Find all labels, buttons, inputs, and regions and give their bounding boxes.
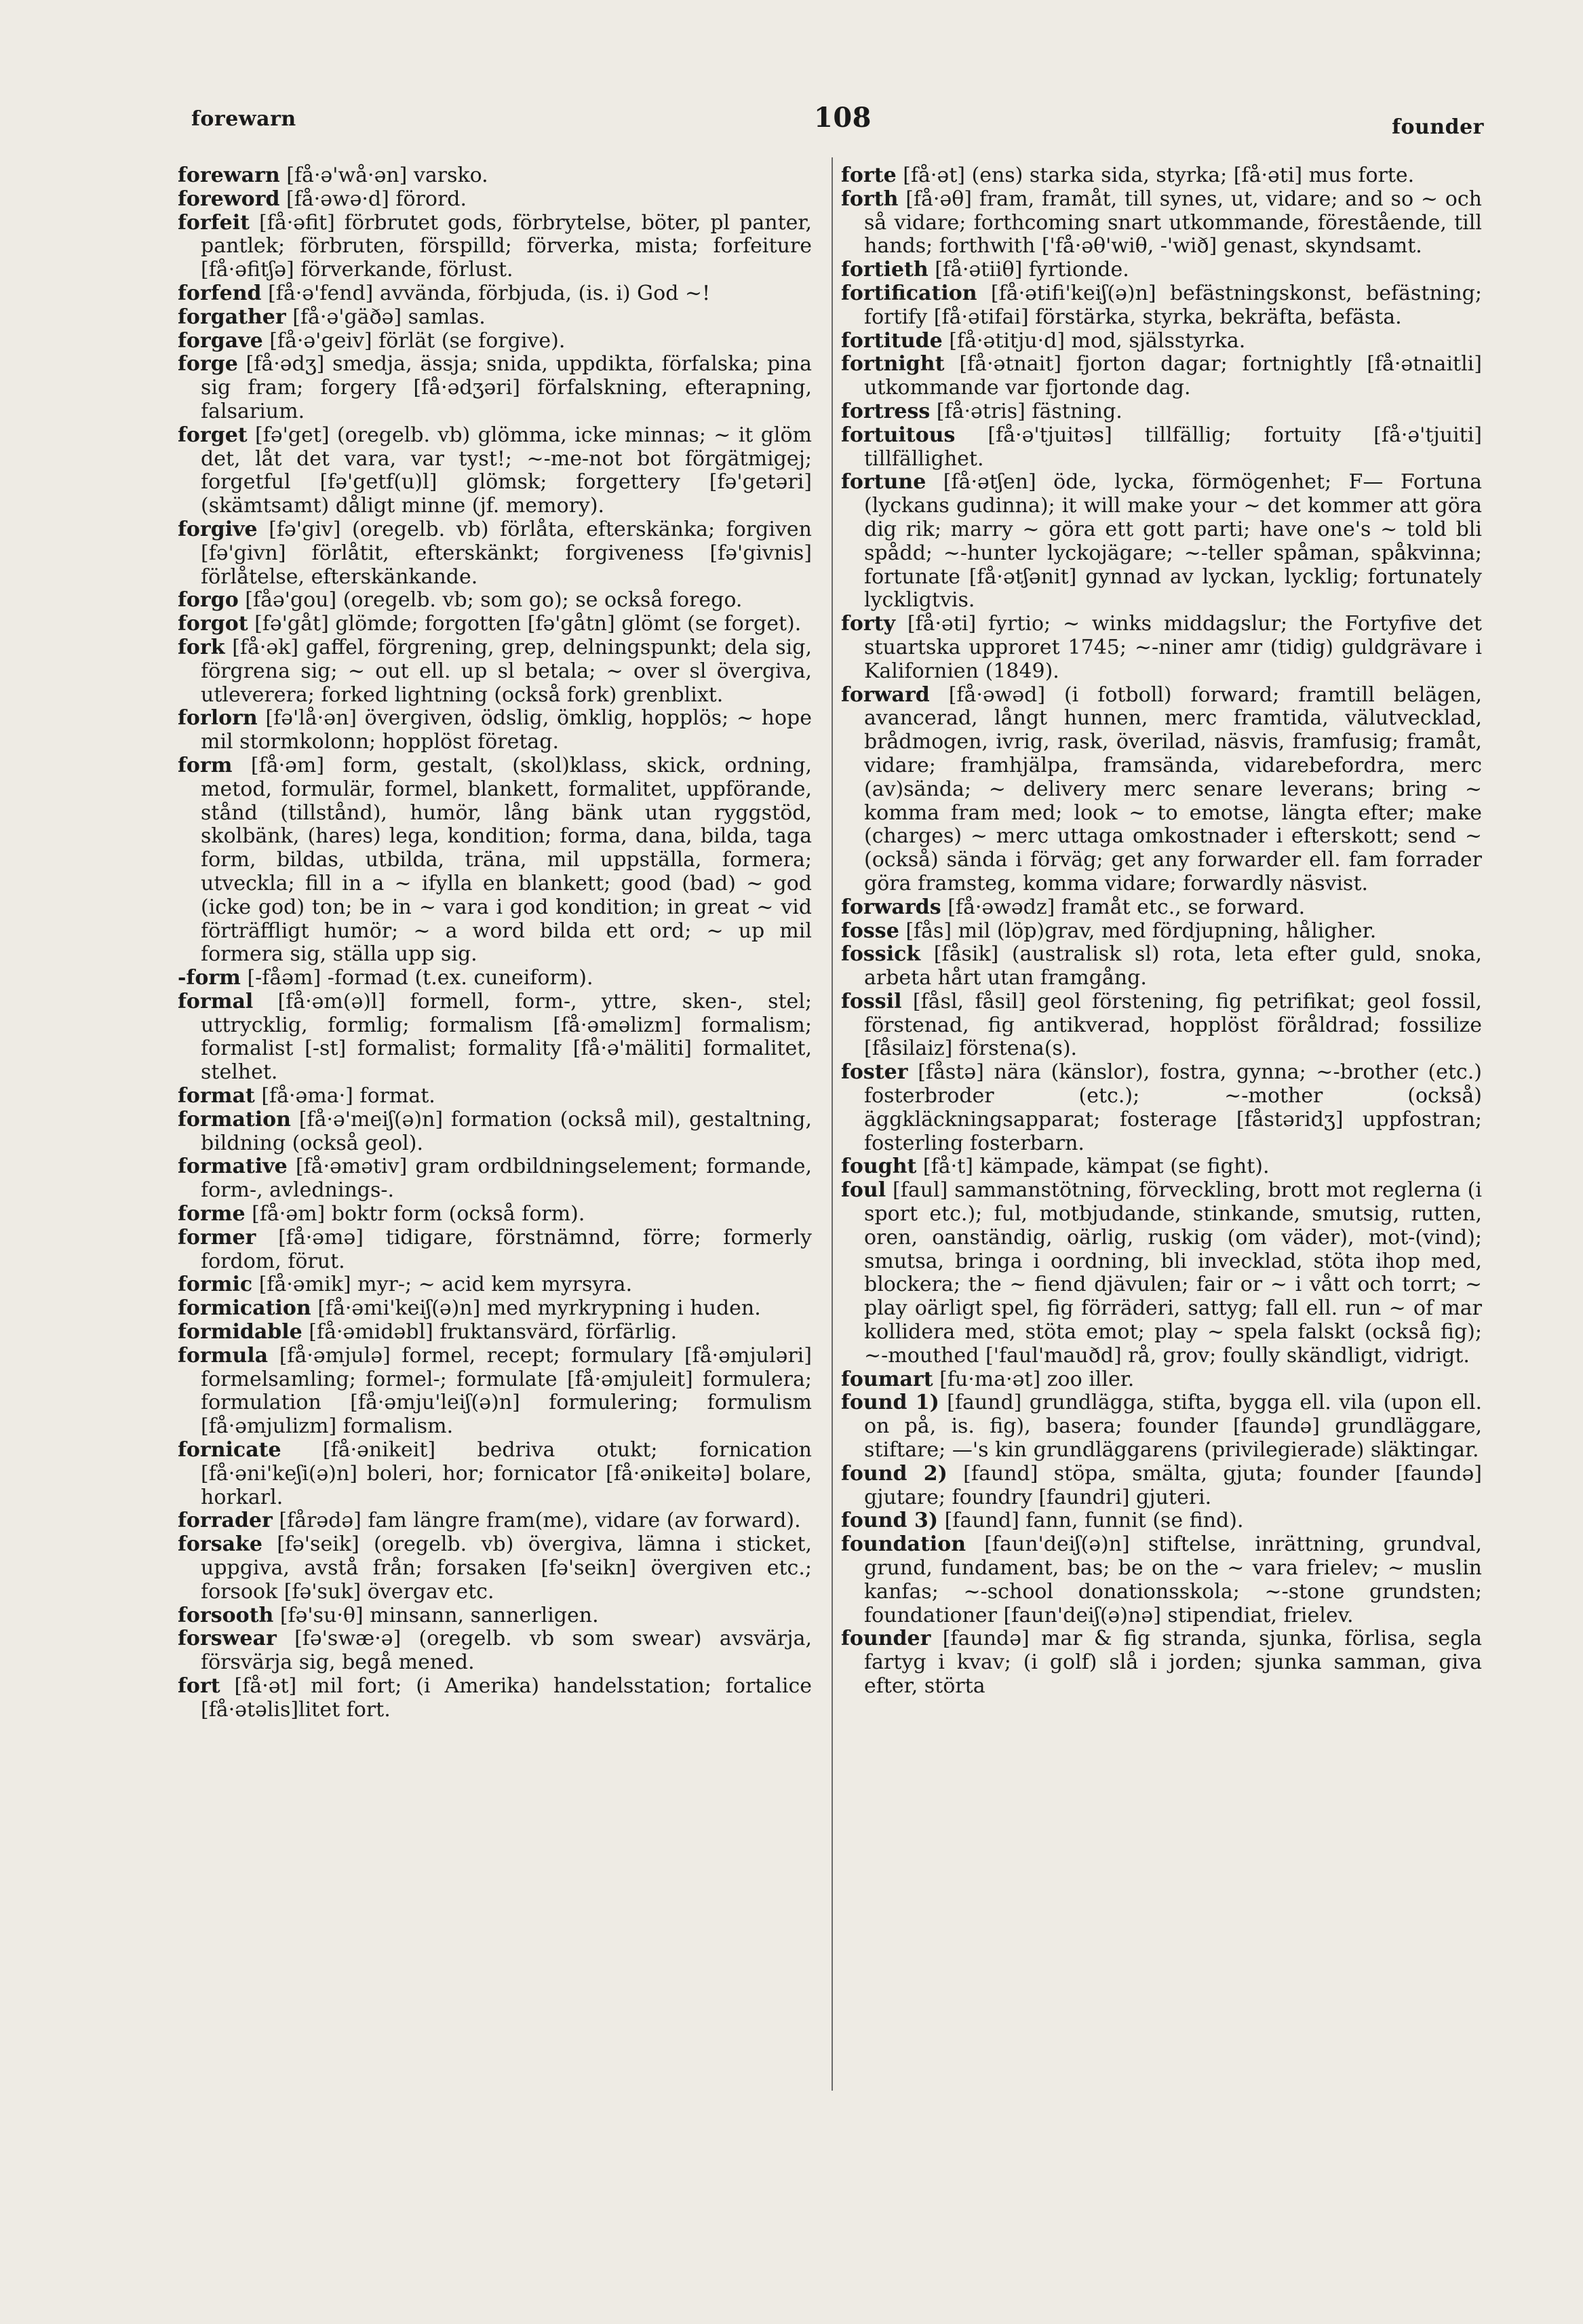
entry-definition: [få·əwəd] (i fotboll) forward; framtill belägen, avancerad, långt hunnen, merc framtida, välutvecklad, brådmogen, ivrig, rask, överilad, näsvis, framfusig; framåt, vidare; framhjälpa, framsända, vidarebefordra, merc (av)sända; ~ delivery merc senare leverans; bring ~ komma fram med; look ~ to emotse, längta efter; make (charges) ~ merc uttaga omkostnader i efterskott; send ~ (också) sända i förväg; get any forwarder ell. fam forrader göra framsteg, komma vidare; forwardly näsvist. (864, 682, 1482, 895)
entry-definition: [få·əm(ə)l] formell, form-, yttre, sken-, stel; uttrycklig, formlig; formalism [få·əməlizm] formalism; formalist [-st] formalist; formality [få·ə'mäliti] formalitet, stelhet. (201, 989, 812, 1085)
headword: forgave (178, 328, 263, 353)
headword: fought (841, 1155, 917, 1179)
entry-definition: [få·əmi'keiʃ(ə)n] med myrkrypning i huden. (317, 1296, 761, 1321)
dictionary-entry (841, 1179, 1482, 1368)
headword: forward (841, 682, 930, 707)
entry-definition: [faundə] mar & fig stranda, sjunka, förlisa, segla fartyg i kvav; (i golf) slå i jorden; sjunka samman, giva efter, störta (864, 1627, 1482, 1698)
entry-definition: [få·ət] (ens) starka sida, styrka; [få·əti] mus forte. (903, 163, 1415, 187)
headword: forgive (178, 517, 258, 541)
entry-definition: [få·əmidəbl] fruktansvärd, förfärlig. (309, 1320, 678, 1344)
headword: -form (178, 966, 241, 990)
dictionary-entry (841, 353, 1482, 400)
headword: fortification (841, 281, 977, 305)
dictionary-entry (841, 920, 1482, 944)
dictionary-entry (841, 282, 1482, 330)
dictionary-entry (178, 1085, 812, 1108)
entry-definition: [få·əwə·d] förord. (286, 187, 467, 211)
entry-definition: [fåsl, fåsil] geol förstening, fig petrifikat; geol fossil, förstenad, fig antikverad, hopplöst föråldrad; fossilize [fåsilaiz] förstena(s). (864, 989, 1482, 1061)
dictionary-entry (841, 164, 1482, 188)
left-column (178, 164, 812, 1722)
headword: formula (178, 1343, 269, 1368)
right-column (841, 164, 1482, 1699)
entry-definition: [få·ə'wå·ən] varsko. (286, 163, 488, 187)
headword: fornicate (178, 1438, 281, 1463)
headword: forwards (841, 895, 941, 919)
dictionary-entry (178, 1273, 812, 1297)
headword: foumart (841, 1367, 933, 1391)
entry-definition: [fåsik] (australisk sl) rota, leta efter guld, snoka, arbeta hårt utan framgång. (864, 942, 1482, 990)
headword: forget (178, 423, 248, 447)
headword: foul (841, 1178, 886, 1203)
entry-definition: [faund] stöpa, smälta, gjuta; founder [faundə] gjutare; foundry [faundri] gjuteri. (864, 1461, 1482, 1509)
headword: fortress (841, 399, 931, 423)
headword: forfend (178, 281, 262, 305)
entry-definition: [fu·ma·ət] zoo iller. (939, 1367, 1135, 1391)
dictionary-entry (841, 424, 1482, 471)
headword: found 3) (841, 1509, 939, 1533)
headword: format (178, 1084, 255, 1108)
entry-definition: [få·ət] mil fort; (i Amerika) handelsstation; fortalice [få·ətəlis]litet fort. (201, 1674, 813, 1722)
page-number: 108 (814, 102, 872, 134)
dictionary-entry (178, 967, 812, 990)
dictionary-entry (841, 1061, 1482, 1155)
headword: forsooth (178, 1603, 274, 1627)
dictionary-entry (178, 636, 812, 707)
dictionary-entry (178, 1627, 812, 1675)
dictionary-entry (841, 684, 1482, 896)
headword: forge (178, 352, 238, 376)
entry-definition: [få·ənikeit] bedriva otukt; fornication [få·əni'keʃi(ə)n] boleri, hor; fornicator [få·ənikeitə] bolare, horkarl. (201, 1438, 812, 1509)
headword: fossil (841, 989, 902, 1013)
entry-definition: [få·ədʒ] smedja, ässja; snida, uppdikta, förfalska; pina sig fram; forgery [få·ədʒəri] förfalskning, efterapning, falsarium. (201, 352, 812, 423)
dictionary-entry (178, 1203, 812, 1226)
dictionary-entry (178, 1108, 812, 1156)
entry-definition: [få·ətʃen] öde, lycka, förmögenhet; F— Fortuna (lyckans gudinna); it will make your ~ det kommer att göra dig rik; marry ~ göra ett gott parti; have one's ~ told bli spådd; ~-hunter lyckojägare; ~-teller spåman, spåkvinna; fortunate [få·ətʃənit] gynnad av lyckan, lycklig; fortunately lyckligtvis. (864, 470, 1482, 613)
entry-definition: [få·əma·] format. (261, 1084, 435, 1108)
dictionary-entry (178, 1604, 812, 1628)
entry-definition: [få·ə'geiv] förlät (se forgive). (269, 328, 566, 353)
dictionary-entry (178, 1675, 812, 1722)
entry-definition: [få·ə'gäðə] samlas. (292, 305, 486, 329)
running-head-right: founder (1392, 115, 1484, 139)
dictionary-entry (178, 707, 812, 754)
headword: fosse (841, 918, 899, 943)
dictionary-entry (178, 188, 812, 212)
dictionary-entry (178, 1297, 812, 1321)
dictionary-entry (178, 1533, 812, 1604)
entry-definition: [faund] grundlägga, stifta, bygga ell. vila (upon ell. on på, is. fig), basera; founder [faundə] grundläggare, stiftare; —'s kin grundläggarens (privilegierade) släktingar. (864, 1391, 1482, 1463)
entry-definition: [fås] mil (löp)grav, med fördjupning, håligher. (905, 918, 1377, 943)
entry-definition: [få·əti] fyrtio; ~ winks middagslur; the Fortyfive det stuartska upproret 1745; ~-niner amr (tidig) guldgrävare i Kalifornien (1849). (864, 612, 1482, 683)
dictionary-entry (841, 613, 1482, 683)
entry-definition: [få·əmətiv] gram ordbildningselement; formande, form-, avlednings-. (201, 1155, 812, 1203)
headword: formication (178, 1296, 311, 1321)
headword: forewarn (178, 163, 280, 187)
dictionary-entry (178, 330, 812, 353)
entry-definition: [få·ətris] fästning. (936, 399, 1122, 423)
headword: formative (178, 1155, 288, 1179)
dictionary-entry (841, 943, 1482, 990)
entry-definition: [få·ətitju·d] mod, själsstyrka. (949, 328, 1246, 353)
entry-definition: [få·t] kämpade, kämpat (se fight). (922, 1155, 1270, 1179)
dictionary-entry (178, 282, 812, 306)
dictionary-entry (178, 1226, 812, 1274)
entry-definition: [få·əm] form, gestalt, (skol)klass, skick, ordning, metod, formulär, formel, blankett, formalitet, uppförande, stånd (tillstånd), humör, lång bänk utan ryggstöd, skolbänk, (hares) lega, kondition; forma, dana, bilda, taga form, bildas, utbilda, träna, mil uppställa, formera; utveckla; fill in a ~ ifylla en blankett; good (bad) ~ god (icke god) ton; be in ~ vara i god kondition; in great ~ vid förträffligt humör; ~ a word bilda ett ord; ~ up mil formera sig, ställa upp sig. (201, 753, 812, 967)
headword: former (178, 1225, 256, 1250)
dictionary-entry (841, 1368, 1482, 1392)
entry-definition: [få·ək] gaffel, förgrening, grep, delningspunkt; dela sig, förgrena sig; ~ out ell. up sl betala; ~ over sl övergiva, utleverera; forked lightning (också fork) grenblixt. (201, 635, 812, 707)
headword: found 2) (841, 1461, 947, 1486)
column-divider (832, 157, 833, 2091)
headword: foreword (178, 187, 280, 211)
headword: foster (841, 1060, 908, 1085)
dictionary-entry (178, 1439, 812, 1509)
entry-definition: [faul] sammanstötning, förveckling, brott mot reglerna (i sport etc.); ful, motbjudande, stinkande, smutsig, rutten, oren, oanständig, oärlig, ruskig (om väder), mot-(vind); smutsa, bringa i oordning, bli invecklad, stöta ihop med, blockera; the ~ fiend djävulen; fair or ~ i vått och torrt; ~ play oärligt spel, fig förräderi, sattyg; fall ell. run ~ of mar kollidera med, stöta emot; play ~ spela falskt (också fig); ~-mouthed ['faul'mauðd] rå, grov; foully skändligt, vidrigt. (864, 1178, 1482, 1368)
entry-definition: [fə'lå·ən] övergiven, ödslig, ömklig, hopplös; ~ hope mil stormkolonn; hopplöst företag. (201, 706, 812, 754)
entry-definition: [fårədə] fam längre fram(me), vidare (av forward). (279, 1509, 801, 1533)
entry-definition: [fə'seik] (oregelb. vb) övergiva, lämna i sticket, uppgiva, avstå från; forsaken [fə'seikn] övergiven etc.; forsook [fə'suk] övergav etc. (201, 1532, 812, 1604)
running-head-left: forewarn (191, 107, 296, 131)
dictionary-entry (841, 1155, 1482, 1179)
entry-definition: [få·ə'fend] avvända, förbjuda, (is. i) God ~! (268, 281, 711, 305)
entry-definition: [få·əmə] tidigare, förstnämnd, förre; formerly fordom, förut. (201, 1225, 812, 1273)
entry-definition: [fåstə] nära (känslor), fostra, gynna; ~-brother (etc.) fosterbroder (etc.); ~-mother (också) äggkläckningsapparat; fosterage [fåstəridʒ] uppfostran; fosterling fosterbarn. (864, 1060, 1482, 1155)
dictionary-entry (178, 589, 812, 613)
entry-definition: [få·əmik] myr-; ~ acid kem myrsyra. (258, 1273, 633, 1297)
headword: forfeit (178, 210, 250, 235)
headword: forswear (178, 1627, 277, 1651)
dictionary-entry (841, 1463, 1482, 1510)
dictionary-entry (178, 353, 812, 423)
headword: forlorn (178, 706, 258, 731)
dictionary-entry (178, 164, 812, 188)
headword: fossick (841, 942, 921, 967)
headword: fortitude (841, 328, 943, 353)
entry-definition: [fə'gåt] glömde; forgotten [fə'gåtn] glömt (se forget). (254, 612, 802, 636)
dictionary-entry (841, 1627, 1482, 1698)
headword: found 1) (841, 1391, 939, 1415)
headword: fortnight (841, 352, 945, 376)
dictionary-entry (178, 1344, 812, 1439)
entry-definition: [få·ətnait] fjorton dagar; fortnightly [få·ətnaitli] utkommande var fjortonde dag. (864, 352, 1482, 400)
entry-definition: [få·əwədz] framåt etc., se forward. (947, 895, 1306, 919)
headword: forsake (178, 1532, 262, 1557)
entry-definition: [faund] fann, funnit (se find). (944, 1509, 1244, 1533)
headword: forgot (178, 612, 248, 636)
entry-definition: [få·əm] boktr form (också form). (252, 1202, 585, 1226)
headword: forgo (178, 588, 239, 613)
dictionary-entry (178, 1509, 812, 1533)
dictionary-entry (841, 1533, 1482, 1627)
dictionary-entry (178, 306, 812, 330)
entry-definition: [-fåəm] -formad (t.ex. cuneiform). (247, 966, 593, 990)
dictionary-entry (841, 990, 1482, 1061)
entry-definition: [få·ətiiθ] fyrtionde. (935, 258, 1129, 282)
headword: formidable (178, 1320, 302, 1344)
dictionary-entry (841, 896, 1482, 920)
headword: forty (841, 612, 896, 636)
dictionary-entry (178, 424, 812, 518)
headword: fork (178, 635, 225, 659)
dictionary-entry (841, 330, 1482, 353)
entry-definition: [fə'swæ·ə] (oregelb. vb som swear) avsvärja, försvärja sig, begå mened. (201, 1627, 812, 1675)
headword: forme (178, 1202, 246, 1226)
dictionary-entry (841, 1391, 1482, 1462)
headword: founder (841, 1627, 931, 1651)
dictionary-entry (178, 990, 812, 1085)
entry-definition: [få·ə'tjuitəs] tillfällig; fortuity [få·ə'tjuiti] tillfällighet. (864, 423, 1482, 471)
headword: formic (178, 1273, 253, 1297)
headword: form (178, 753, 233, 777)
dictionary-entry (841, 400, 1482, 424)
entry-definition: [fə'su·θ] minsann, sannerligen. (279, 1603, 599, 1627)
dictionary-entry (841, 1509, 1482, 1533)
dictionary-entry (178, 212, 812, 282)
entry-definition: [fåə'gou] (oregelb. vb; som go); se också forego. (245, 588, 743, 613)
headword: fortune (841, 470, 926, 495)
headword: fortuitous (841, 423, 956, 447)
dictionary-entry (178, 1155, 812, 1203)
headword: fortieth (841, 258, 929, 282)
headword: formation (178, 1107, 291, 1131)
dictionary-entry (841, 471, 1482, 613)
headword: formal (178, 989, 254, 1013)
headword: fort (178, 1674, 220, 1698)
dictionary-entry (178, 1321, 812, 1344)
entry-definition: [få·əfit] förbrutet gods, förbrytelse, böter, pl panter, pantlek; förbruten, förspilld; förverka, mista; forfeiture [få·əfitʃə] förverkande, förlust. (201, 210, 812, 282)
headword: forth (841, 187, 899, 211)
dictionary-entry (178, 754, 812, 967)
dictionary-entry (178, 518, 812, 589)
entry-definition: [fə'giv] (oregelb. vb) förlåta, efterskänka; forgiven [fə'givn] förlåtit, efterskänkt; forgiveness [fə'givnis] förlåtelse, efterskänkande. (201, 517, 812, 589)
dictionary-entry (841, 258, 1482, 282)
headword: forte (841, 163, 897, 187)
entry-definition: [fə'get] (oregelb. vb) glömma, icke minnas; ~ it glöm det, låt det vara, var tyst!; ~-me-not bot förgätmigej; forgetful [fə'getf(u)l] glömsk; forgettery [fə'getəri] (skämtsamt) dåligt minne (jf. memory). (201, 423, 813, 518)
entry-definition: [faun'deiʃ(ə)n] stiftelse, inrättning, grundval, grund, fundament, bas; be on the ~ vara frielev; ~ muslin kanfas; ~-school donationsskola; ~-stone grundsten; foundationer [faun'deiʃ(ə)nə] stipendiat, frielev. (864, 1532, 1482, 1627)
entry-definition: [få·ə'meiʃ(ə)n] formation (också mil), gestaltning, bildning (också geol). (201, 1107, 812, 1155)
entry-definition: [få·əmjulə] formel, recept; formulary [få·əmjuləri] formelsamling; formel-; formulate [få·əmjuleit] formulera; formulation [få·əmju'leiʃ(ə)n] formulering; formulism [få·əmjulizm] formalism. (201, 1343, 812, 1439)
headword: forgather (178, 305, 286, 329)
headword: forrader (178, 1509, 273, 1533)
headword: foundation (841, 1532, 966, 1557)
entry-definition: [få·əθ] fram, framåt, till synes, ut, vidare; and so ~ och så vidare; forthcoming snart utkommande, förestående, till hands; forthwith ['få·əθ'wiθ, -'wið] genast, skyndsamt. (864, 187, 1482, 258)
entry-definition: [få·ətifi'keiʃ(ə)n] befästningskonst, befästning; fortify [få·ətifai] förstärka, styrka, bekräfta, befästa. (864, 281, 1482, 329)
dictionary-entry (178, 613, 812, 636)
dictionary-entry (841, 188, 1482, 258)
